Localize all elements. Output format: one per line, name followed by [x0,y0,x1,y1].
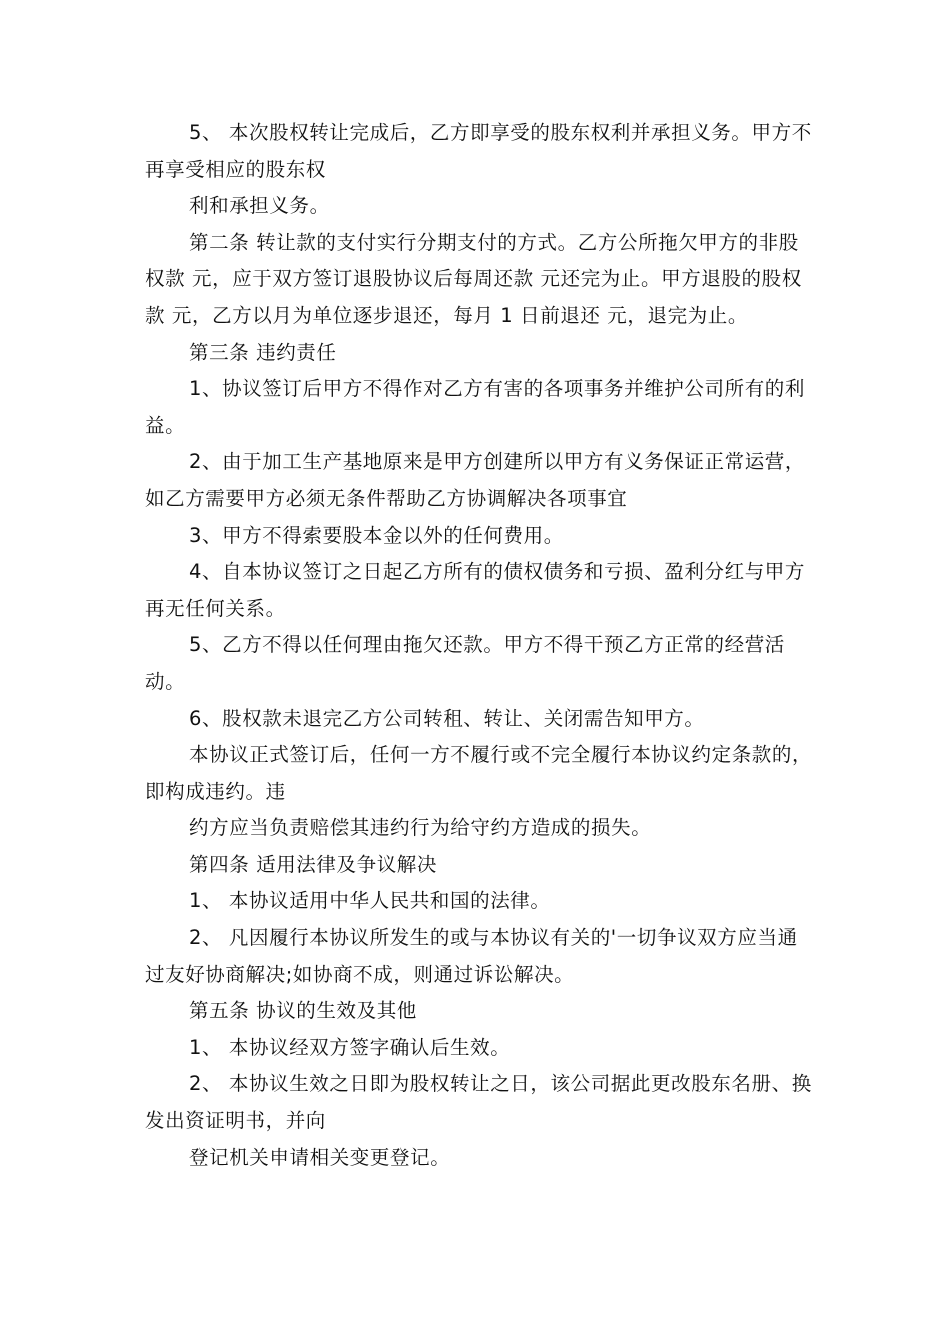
paragraph-breach-cont: 约方应当负责赔偿其违约行为给守约方造成的损失。 [189,816,652,840]
paragraph-2: 利和承担义务。 [189,194,330,218]
paragraph-4-2: 2、 凡因履行本协议所发生的或与本协议有关的'一切争议双方应当通过友好协商解决;如协商不成，则通过诉讼解决。 [145,926,798,986]
paragraph-article-2: 第二条 转让款的支付实行分期支付的方式。乙方公所拖欠甲方的非股权款 元，应于双方签订退股协议后每周还款 元还完为止。甲方退股的股权款 元，乙方以月为单位逐步退还，每月 1 日前退还 元，退完为止。 [145,230,802,327]
paragraph-breach: 本协议正式签订后，任何一方不履行或不完全履行本协议约定条款的，即构成违约。违 [145,743,813,803]
document-body [145,115,815,1176]
paragraph-5-1: 1、 本协议经双方签字确认后生效。 [189,1035,511,1059]
heading-article-5: 第五条 协议的生效及其他 [189,999,417,1023]
paragraph-3-5: 5、乙方不得以任何理由拖欠还款。甲方不得干预乙方正常的经营活动。 [145,633,785,693]
heading-article-3: 第三条 违约责任 [189,340,337,364]
paragraph-5-2-cont: 登记机关申请相关变更登记。 [189,1145,451,1169]
paragraph-5-2: 2、 本协议生效之日即为股权转让之日，该公司据此更改股东名册、换发出资证明书，并向 [145,1072,812,1133]
heading-article-4: 第四条 适用法律及争议解决 [189,852,437,876]
paragraph-4-1: 1、 本协议适用中华人民共和国的法律。 [189,889,551,913]
paragraph-3-3: 3、甲方不得索要股本金以外的任何费用。 [189,523,564,547]
paragraph-3-2: 2、由于加工生产基地原来是甲方创建所以甲方有义务保证正常运营，如乙方需要甲方必须无条件帮助乙方协调解决各项事宜 [145,450,806,510]
paragraph-1: 5、 本次股权转让完成后，乙方即享受的股东权利并承担义务。甲方不再享受相应的股东权 [145,121,812,181]
paragraph-3-6: 6、股权款未退完乙方公司转租、转让、关闭需告知甲方。 [189,706,705,730]
paragraph-3-4: 4、自本协议签订之日起乙方所有的债权债务和亏损、盈利分红与甲方再无任何关系。 [145,560,806,620]
paragraph-3-1: 1、协议签订后甲方不得作对乙方有害的各项事务并维护公司所有的利益。 [145,377,806,437]
